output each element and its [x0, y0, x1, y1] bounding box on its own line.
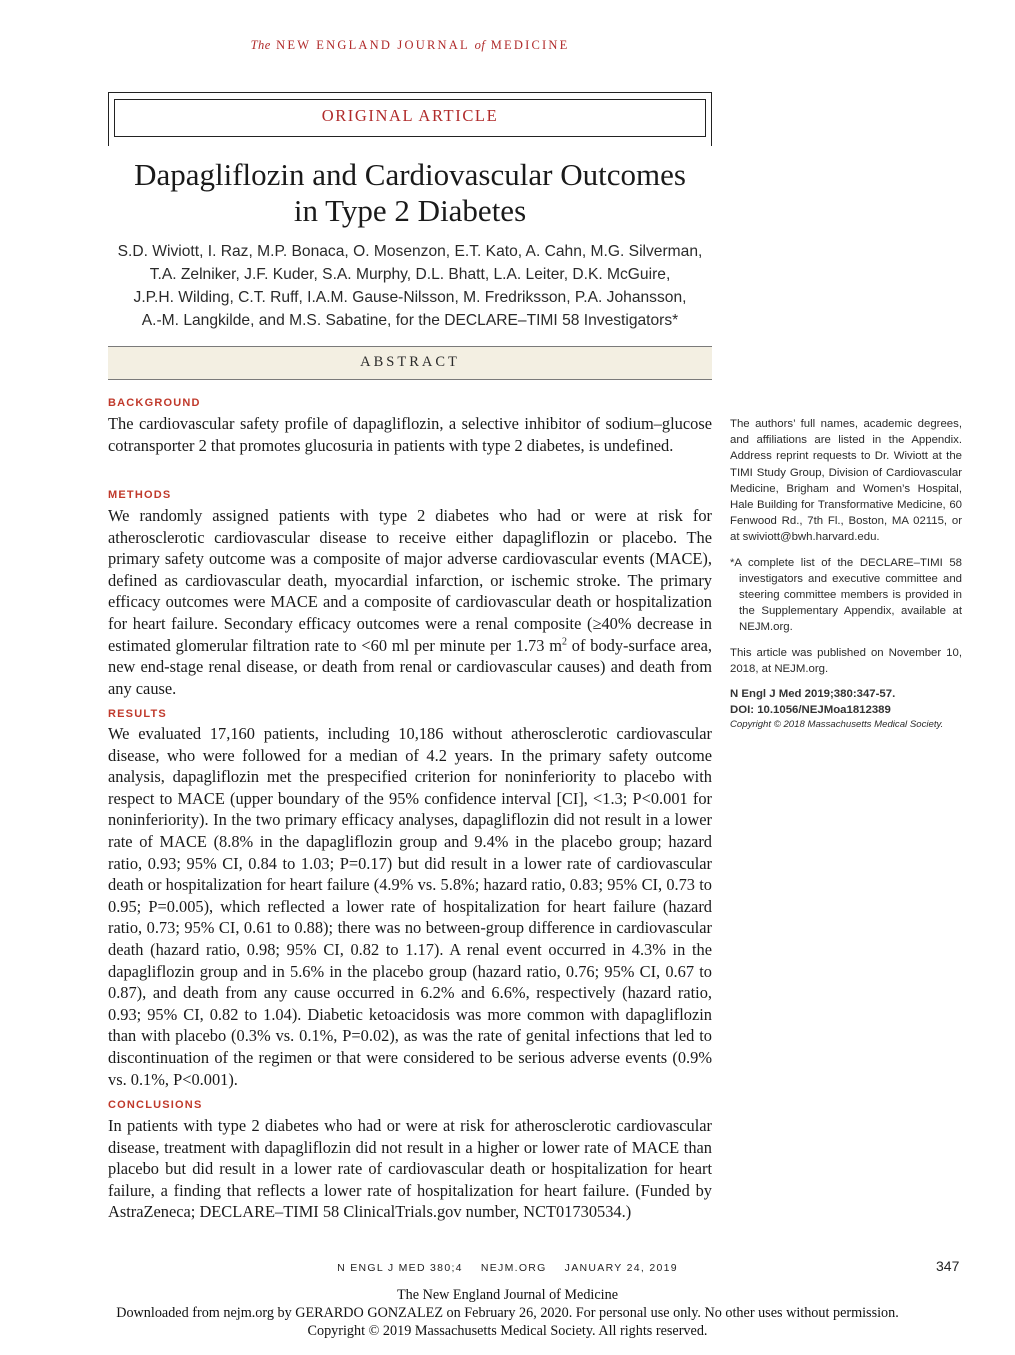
- footer-date: JANUARY 24, 2019: [564, 1262, 678, 1274]
- running-head-journal: NEW ENGLAND JOURNAL: [276, 38, 470, 52]
- author-line: S.D. Wiviott, I. Raz, M.P. Bonaca, O. Mosenzon, E.T. Kato, A. Cahn, M.G. Silverman,: [117, 243, 703, 260]
- page-number: 347: [936, 1258, 960, 1274]
- title-line-1: Dapagliflozin and Cardiovascular Outcomes: [134, 157, 686, 192]
- running-head-medicine: MEDICINE: [490, 38, 570, 52]
- title-line-2: in Type 2 Diabetes: [293, 193, 527, 228]
- footer-journal-ref: N ENGL J MED 380;4: [337, 1262, 463, 1274]
- running-head-of: of: [474, 38, 486, 52]
- methods-text-part-b: of body-surface area, new end-stage renal disease, or death from renal or cardiovascular causes) and death from any cause.: [108, 635, 712, 698]
- conclusions-text: In patients with type 2 diabetes who had or were at risk for atherosclerotic cardiovascular disease, treatment with dapagliflozin did not result in a higher or lower rate of MACE than placebo but did result in a lower rate of cardiovascular death or hospitalization for heart failure, a finding that reflects a lower rate of hospitalization for heart failure. (Funded by AstraZeneca; DECLARE–TIMI 58 ClinicalTrials.gov number, NCT01730534.): [108, 1116, 712, 1222]
- doi: DOI: 10.1056/NEJMoa1812389: [730, 704, 891, 717]
- author-line: A.-M. Langkilde, and M.S. Sabatine, for the DECLARE–TIMI 58 Investigators*: [141, 312, 679, 329]
- download-notice-copyright: Copyright © 2019 Massachusetts Medical Society. All rights reserved.: [307, 1323, 708, 1339]
- footer-site: NEJM.ORG: [480, 1262, 547, 1274]
- background-text: The cardiovascular safety profile of dapagliflozin, a selective inhibitor of sodium–glucose cotransporter 2 that promotes glucosuria in patients with type 2 diabetes, is undefined.: [108, 414, 712, 455]
- publication-note: This article was published on November 10, 2018, at NEJM.org.: [730, 646, 962, 675]
- abstract-label: ABSTRACT: [360, 354, 460, 370]
- citation: N Engl J Med 2019;380:347-57.: [730, 688, 896, 701]
- background-heading: BACKGROUND: [108, 397, 201, 409]
- article-type-label: ORIGINAL ARTICLE: [321, 106, 499, 125]
- article-sidebar: [730, 416, 962, 732]
- download-notice-usage: Downloaded from nejm.org by GERARDO GONZALEZ on February 26, 2020. For personal use only. No other uses without permission.: [116, 1305, 899, 1321]
- methods-text: [108, 505, 712, 699]
- author-list: [100, 240, 720, 332]
- methods-text-part-a: We randomly assigned patients with type 2 diabetes who had or were at risk for atherosclerotic cardiovascular disease to receive either dapagliflozin or placebo. The primary safety outcome was a composite of major adverse cardiovascular events (MACE), defined as cardiovascular death, myocardial infarction, or ischemic stroke. The primary efficacy outcomes were MACE and a composite of cardiovascular death or hospitalization for heart failure. Secondary efficacy outcomes were a renal composite (≥40% decrease in estimated glomerular filtration rate to <60 ml per minute per 1.73 m: [108, 506, 712, 655]
- running-head: [0, 38, 820, 53]
- article-box-inner-frame: [114, 99, 706, 137]
- article-title: [100, 157, 720, 229]
- author-line: T.A. Zelniker, J.F. Kuder, S.A. Murphy, D.L. Bhatt, L.A. Leiter, D.K. McGuire,: [149, 266, 671, 283]
- copyright-note: Copyright © 2018 Massachusetts Medical Society.: [730, 719, 944, 731]
- page-footer: [0, 1262, 1015, 1274]
- results-heading: RESULTS: [108, 708, 167, 720]
- investigators-note: *A complete list of the DECLARE–TIMI 58 investigators and executive committee and steering committee members is provided in the Supplementary Appendix, available at NEJM.org.: [730, 556, 962, 634]
- superscript-2: 2: [561, 636, 567, 648]
- methods-heading: METHODS: [108, 489, 172, 501]
- running-head-the: The: [250, 38, 271, 52]
- download-notice-journal: The New England Journal of Medicine: [396, 1287, 619, 1303]
- results-text: We evaluated 17,160 patients, including 10,186 without atherosclerotic cardiovascular disease, who were followed for a median of 4.2 years. In the primary safety outcome analysis, dapagliflozin met the prespecified criterion for noninferiority to placebo with respect to MACE (upper boundary of the 95% confidence interval [CI], <1.3; P<0.001 for noninferiority). In the two primary efficacy analyses, dapagliflozin did not result in a lower rate of MACE (8.8% in the dapagliflozin group and 9.4% in the placebo group; hazard ratio, 0.93; 95% CI, 0.84 to 1.03; P=0.17) but did result in a lower rate of cardiovascular death or hospitalization for heart failure (4.9% vs. 5.8%; hazard ratio, 0.83; 95% CI, 0.73 to 0.95; P=0.005), which reflected a lower rate of hospitalization for heart failure (hazard ratio, 0.73; 95% CI, 0.61 to 0.88); there was no between-group difference in cardiovascular death (hazard ratio, 0.98; 95% CI, 0.82 to 1.17). A renal event occurred in 4.3% in the dapagliflozin group and in 5.6% in the placebo group (hazard ratio, 0.76; 95% CI, 0.67 to 0.87), and death from any cause occurred in 6.2% and 6.6%, respectively (hazard ratio, 0.93; 95% CI, 0.82 to 1.04). Diabetic ketoacidosis was more common with dapagliflozin than with placebo (0.3% vs. 0.1%, P=0.02), as was the rate of genital infections that led to discontinuation of the regimen or that were considered to be serious adverse events (0.9% vs. 0.1%, P<0.001).: [108, 724, 712, 1089]
- abstract-banner: [108, 346, 712, 380]
- author-line: J.P.H. Wilding, C.T. Ruff, I.A.M. Gause-Nilsson, M. Fredriksson, P.A. Johansson,: [133, 289, 687, 306]
- article-type-box: [108, 92, 712, 146]
- conclusions-heading: CONCLUSIONS: [108, 1099, 203, 1111]
- affiliations-note: The authors’ full names, academic degrees, and affiliations are listed in the Appendix. Address reprint requests to Dr. Wiviott at the TIMI Study Group, Division of Cardiovascular Medicine, Brigham and Women’s Hospital, Hale Building for Transformative Medicine, 60 Fenwood Rd., 7th Fl., Boston, MA 02115, or at swiviott@bwh.harvard.edu.: [730, 418, 962, 544]
